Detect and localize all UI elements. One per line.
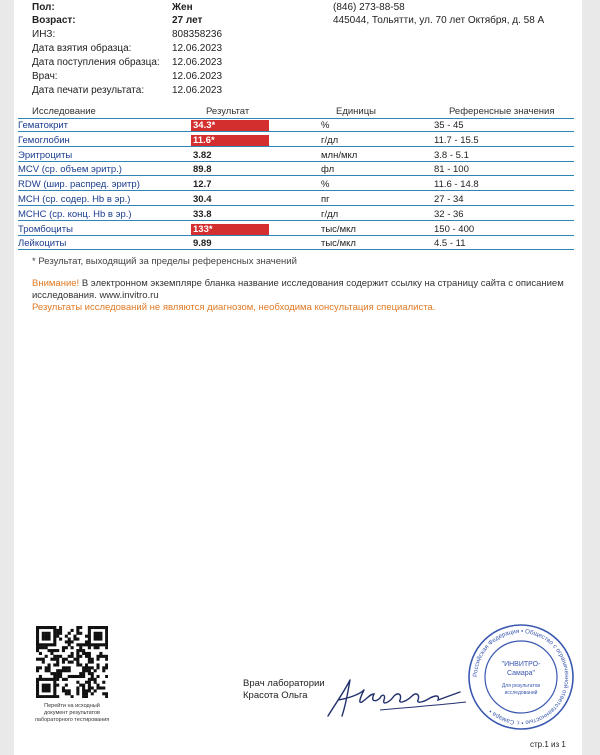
page-number: стр.1 из 1 xyxy=(530,740,566,749)
sex-label: Пол: xyxy=(32,2,55,13)
result-value: 34.3* xyxy=(191,120,269,131)
reference-range: 3.8 - 5.1 xyxy=(434,149,469,161)
qr-code-graphic xyxy=(36,626,108,698)
doctor-label: Врач: xyxy=(32,71,58,82)
unit-value: млн/мкл xyxy=(321,149,358,161)
lab-address: 445044, Тольятти, ул. 70 лет Октября, д. 58 А xyxy=(333,15,545,26)
inz-value: 808358236 xyxy=(172,29,223,40)
reference-range: 150 - 400 xyxy=(434,223,475,235)
result-value: 11.6* xyxy=(191,135,269,146)
notice-text-1: В электронном экземпляре бланка название исследования содержит ссылку на страницу сайта с описанием xyxy=(79,278,564,289)
stamp-outer-text: Российская Федерация • Общество с ограниченной ответственностью • г. Самара • xyxy=(471,627,571,727)
unit-value: % xyxy=(321,179,330,191)
header-result: Результат xyxy=(206,106,250,117)
table-row xyxy=(18,209,574,221)
age-value: 27 лет xyxy=(172,15,203,26)
reference-range: 81 - 100 xyxy=(434,164,469,176)
signature-role: Врач лаборатории xyxy=(243,678,325,689)
result-value: 33.8 xyxy=(193,208,212,220)
unit-value: г/дл xyxy=(321,208,339,220)
header-units: Единицы xyxy=(336,106,377,117)
reference-range: 11.6 - 14.8 xyxy=(434,179,479,191)
test-name[interactable]: MCV (ср. объем эритр.) xyxy=(18,164,122,176)
results-table-header xyxy=(18,106,574,119)
print-date-value: 12.06.2023 xyxy=(172,85,223,96)
table-row xyxy=(18,120,574,132)
unit-value: г/дл xyxy=(321,134,339,146)
table-row xyxy=(18,224,574,236)
stamp-inner-text: "ИНВИТРО- xyxy=(501,661,541,668)
qr-code[interactable] xyxy=(36,626,108,698)
reference-range: 4.5 - 11 xyxy=(434,238,466,250)
header-test: Исследование xyxy=(32,106,96,117)
unit-value: тыс/мкл xyxy=(321,223,356,235)
result-value: 30.4 xyxy=(193,194,212,205)
organization-stamp xyxy=(466,622,576,732)
result-value: 3.82 xyxy=(193,149,212,161)
test-name[interactable]: MCH (ср. содер. Hb в эр.) xyxy=(18,194,131,205)
stamp-inner-text: Самара" xyxy=(506,670,536,677)
reference-range: 32 - 36 xyxy=(434,208,464,220)
test-name[interactable]: RDW (шир. распред. эритр) xyxy=(18,179,140,191)
doctor-value: 12.06.2023 xyxy=(172,71,223,82)
test-name[interactable]: Тромбоциты xyxy=(18,223,73,235)
stamp-inner-text: Для результатов xyxy=(501,683,541,689)
stamp-inner-text: исследований xyxy=(504,690,538,696)
age-label: Возраст: xyxy=(32,15,76,26)
print-date-label: Дата печати результата: xyxy=(32,85,145,96)
table-row xyxy=(18,135,574,147)
sample-received-value: 12.06.2023 xyxy=(172,57,223,68)
inz-label: ИНЗ: xyxy=(32,29,56,40)
signature-name: Красота Ольга xyxy=(243,690,308,701)
table-row xyxy=(18,194,574,206)
qr-caption-line: Перейти на исходный xyxy=(44,703,100,709)
qr-caption-line: документ результатов xyxy=(44,710,100,716)
result-value: 12.7 xyxy=(193,179,212,191)
result-value: 133* xyxy=(191,224,269,235)
table-row xyxy=(18,150,574,162)
attention-label: Внимание! xyxy=(32,278,80,289)
qr-caption xyxy=(26,703,118,724)
unit-value: фл xyxy=(321,164,335,176)
header-reference: Референсные значения xyxy=(449,106,555,117)
footnote: * Результат, выходящий за пределы референсных значений xyxy=(32,256,297,267)
unit-value: пг xyxy=(321,194,330,205)
test-name[interactable]: MCHC (ср. конц. Hb в эр.) xyxy=(18,208,132,220)
unit-value: % xyxy=(321,120,330,131)
reference-range: 27 - 34 xyxy=(434,194,464,205)
sample-taken-label: Дата взятия образца: xyxy=(32,43,132,54)
qr-caption-line: лабораторного тестирования xyxy=(34,717,110,723)
result-value: 9.89 xyxy=(193,238,212,250)
lab-phone: (846) 273-88-58 xyxy=(333,2,405,13)
test-name[interactable]: Гематокрит xyxy=(18,120,69,131)
handwritten-signature xyxy=(320,672,470,720)
result-value: 89.8 xyxy=(193,164,212,176)
disclaimer: Результаты исследований не являются диагнозом, необходима консультация специалиста. xyxy=(32,302,436,313)
test-name[interactable]: Лейкоциты xyxy=(18,238,67,250)
reference-range: 11.7 - 15.5 xyxy=(434,134,479,146)
reference-range: 35 - 45 xyxy=(434,120,464,131)
test-name[interactable]: Гемоглобин xyxy=(18,134,70,146)
table-row xyxy=(18,238,574,250)
notice-line-1 xyxy=(32,278,564,290)
table-row xyxy=(18,164,574,176)
sex-value: Жен xyxy=(172,2,193,13)
sample-taken-value: 12.06.2023 xyxy=(172,43,223,54)
table-row xyxy=(18,179,574,191)
unit-value: тыс/мкл xyxy=(321,238,356,250)
test-name[interactable]: Эритроциты xyxy=(18,149,73,161)
notice-line-2[interactable]: исследования. www.invitro.ru xyxy=(32,290,159,301)
sample-received-label: Дата поступления образца: xyxy=(32,57,160,68)
